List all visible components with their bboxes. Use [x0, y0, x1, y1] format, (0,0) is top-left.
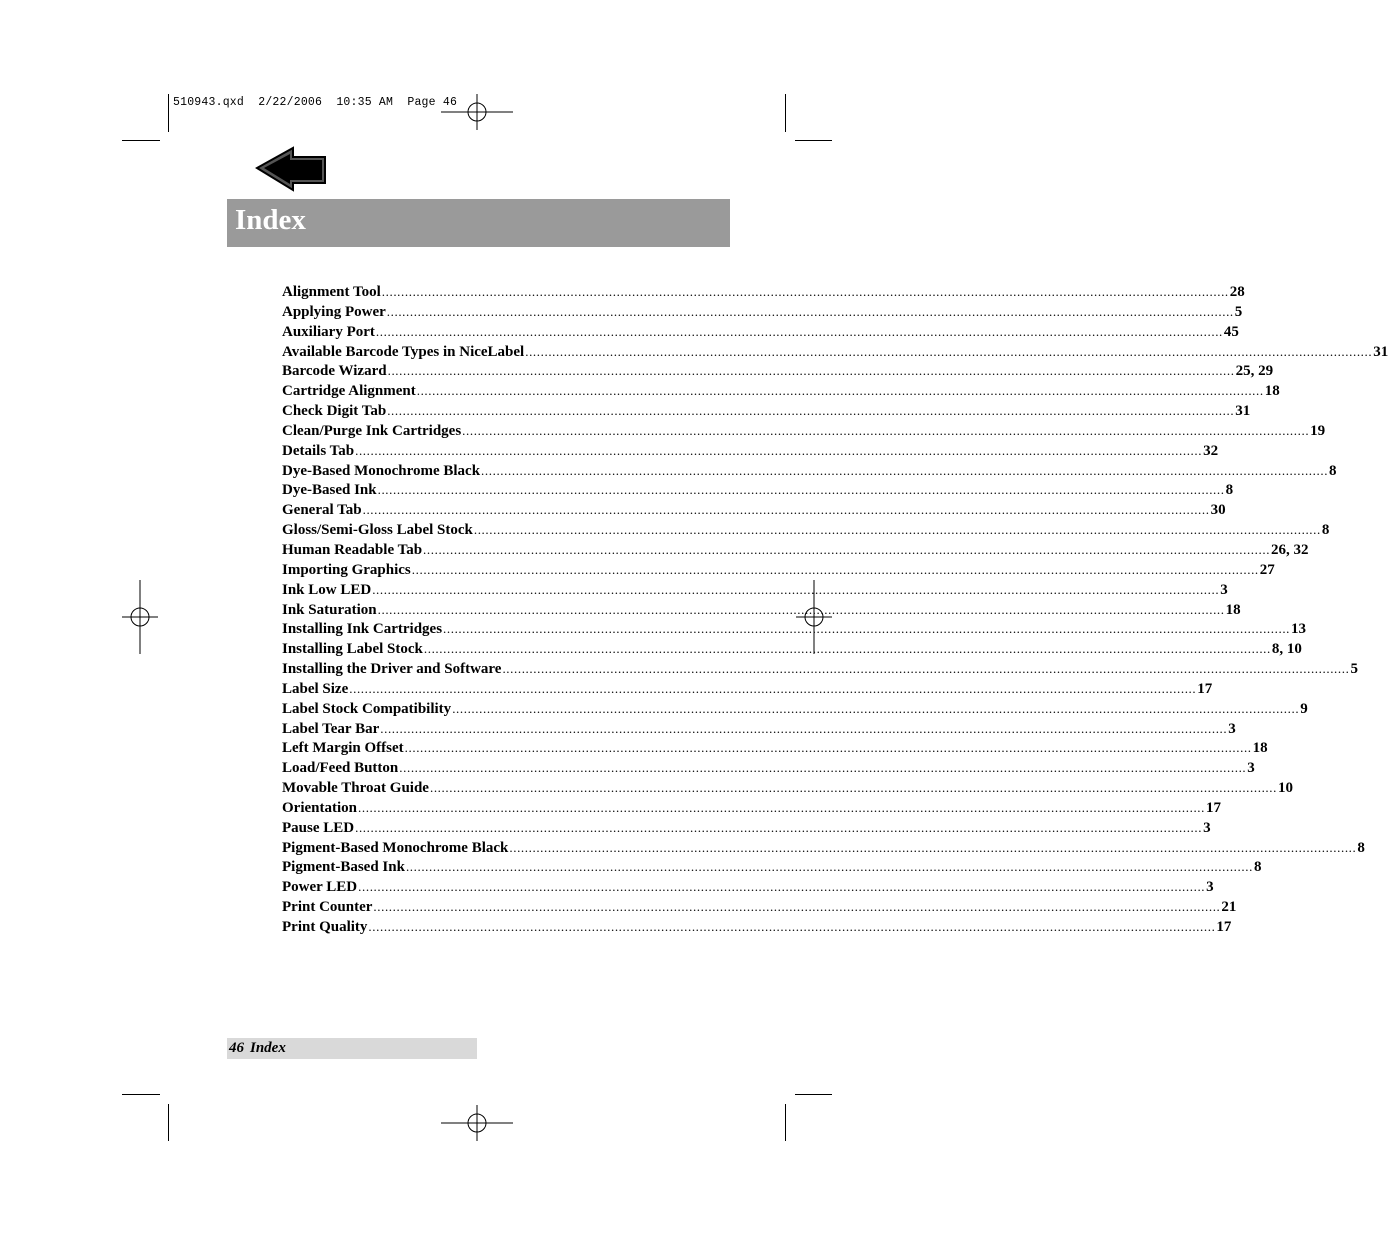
- index-page-ref[interactable]: 3: [1206, 879, 1214, 896]
- index-term: Power LED: [282, 879, 358, 896]
- index-page-ref[interactable]: 8: [1225, 482, 1234, 499]
- index-term: General Tab: [282, 502, 362, 519]
- index-page-ref[interactable]: 3: [1203, 819, 1211, 836]
- index-entry: [282, 798, 1221, 818]
- index-page-ref[interactable]: 9: [1300, 700, 1308, 717]
- index-entry: [282, 838, 1365, 858]
- crop-mark: [168, 94, 169, 132]
- index-page-ref[interactable]: 3: [1220, 581, 1228, 598]
- index-term: Ink Low LED: [282, 581, 372, 598]
- index-entry: [282, 600, 1241, 620]
- index-page-ref[interactable]: 5: [1234, 303, 1243, 320]
- index-entry: [282, 639, 1302, 659]
- footer-page-number: 46: [229, 1040, 244, 1056]
- dot-leader: ............................................................................................................................................................................................................................: [362, 502, 1210, 518]
- index-entry: [282, 699, 1308, 719]
- index-term: Label Tear Bar: [282, 720, 380, 737]
- index-term: Alignment Tool: [282, 284, 381, 300]
- index-entry: [282, 381, 1280, 401]
- dot-leader: ............................................................................................................................................................................................................................: [381, 284, 1229, 299]
- index-term: Pause LED: [282, 819, 355, 836]
- index-page-ref[interactable]: 27: [1259, 561, 1275, 578]
- index-term: Ink Saturation: [282, 601, 377, 618]
- section-banner: [227, 199, 730, 247]
- crop-mark: [785, 94, 786, 132]
- index-entry: [282, 461, 1337, 481]
- index-term: Details Tab: [282, 442, 355, 459]
- dot-leader: ............................................................................................................................................................................................................................: [423, 641, 1271, 657]
- footer-bar: [227, 1038, 477, 1059]
- dot-leader: ............................................................................................................................................................................................................................: [509, 839, 1357, 855]
- index-term: Installing the Driver and Software: [282, 661, 502, 678]
- index-page-ref[interactable]: 26, 32: [1271, 541, 1309, 558]
- dot-leader: ............................................................................................................................................................................................................................: [452, 700, 1300, 716]
- index-term: Label Size: [282, 680, 349, 697]
- index-entry: [282, 322, 1239, 342]
- index-page-ref[interactable]: 19: [1310, 422, 1326, 439]
- registration-mark-icon: [120, 578, 160, 656]
- index-term: Cartridge Alignment: [282, 383, 416, 400]
- index-term: Auxiliary Port: [282, 323, 375, 340]
- dot-leader: ............................................................................................................................................................................................................................: [387, 363, 1235, 379]
- index-entry: [282, 659, 1358, 679]
- dot-leader: ............................................................................................................................................................................................................................: [481, 462, 1329, 478]
- index-entry: [282, 877, 1214, 897]
- dot-leader: ............................................................................................................................................................................................................................: [399, 760, 1247, 776]
- dot-leader: ............................................................................................................................................................................................................................: [377, 482, 1225, 498]
- index-term: Dye-Based Ink: [282, 482, 377, 499]
- index-term: Clean/Purge Ink Cartridges: [282, 422, 462, 439]
- index-entry: [282, 500, 1226, 520]
- index-page-ref[interactable]: 21: [1221, 899, 1237, 916]
- dot-leader: ............................................................................................................................................................................................................................: [404, 740, 1252, 756]
- index-entry: [282, 342, 1388, 362]
- dot-leader: ............................................................................................................................................................................................................................: [405, 859, 1253, 875]
- index-entry: [282, 917, 1232, 937]
- index-term: Available Barcode Types in NiceLabel: [282, 343, 525, 360]
- dot-leader: ............................................................................................................................................................................................................................: [386, 303, 1234, 319]
- index-entry: [282, 540, 1309, 560]
- crop-mark: [122, 1094, 160, 1095]
- index-entry: [282, 758, 1255, 778]
- index-page-ref[interactable]: 3: [1247, 760, 1255, 777]
- registration-mark-icon: [437, 1103, 517, 1143]
- index-entry: [282, 778, 1293, 798]
- back-arrow-icon[interactable]: [254, 146, 328, 192]
- index-page-ref[interactable]: 18: [1225, 601, 1241, 618]
- index-term: Pigment-Based Monochrome Black: [282, 839, 509, 856]
- index-page-ref[interactable]: 13: [1291, 621, 1307, 638]
- index-entry: [282, 897, 1237, 917]
- registration-mark-icon: [437, 92, 517, 132]
- index-term: Human Readable Tab: [282, 541, 423, 558]
- index-list: [282, 282, 1388, 937]
- dot-leader: ............................................................................................................................................................................................................................: [416, 383, 1264, 399]
- index-term: Movable Throat Guide: [282, 780, 429, 797]
- index-term: Importing Graphics: [282, 561, 411, 578]
- crop-mark: [795, 140, 832, 141]
- dot-leader: ............................................................................................................................................................................................................................: [368, 919, 1216, 934]
- index-entry: [282, 580, 1228, 600]
- index-entry: [282, 480, 1234, 500]
- index-term: Installing Label Stock: [282, 641, 423, 658]
- index-term: Load/Feed Button: [282, 760, 399, 777]
- index-page-ref[interactable]: 18: [1264, 383, 1280, 400]
- dot-leader: ............................................................................................................................................................................................................................: [387, 403, 1235, 419]
- index-term: Applying Power: [282, 303, 386, 320]
- index-page-ref[interactable]: 8: [1253, 859, 1262, 876]
- index-page-ref[interactable]: 31: [1235, 403, 1251, 420]
- index-term: Pigment-Based Ink: [282, 859, 405, 876]
- index-page-ref[interactable]: 45: [1223, 323, 1239, 340]
- index-term: Check Digit Tab: [282, 403, 387, 420]
- index-page-ref[interactable]: 17: [1197, 680, 1213, 697]
- crop-mark: [795, 1094, 832, 1095]
- dot-leader: ............................................................................................................................................................................................................................: [473, 522, 1321, 538]
- index-page-ref[interactable]: 25, 29: [1235, 363, 1274, 380]
- index-page-ref[interactable]: 3: [1228, 720, 1236, 737]
- dot-leader: ............................................................................................................................................................................................................................: [380, 720, 1228, 736]
- index-page-ref[interactable]: 8, 10: [1271, 641, 1302, 658]
- index-page-ref[interactable]: 8: [1329, 462, 1337, 479]
- index-page-ref[interactable]: 8: [1357, 839, 1365, 856]
- crop-mark: [168, 1104, 169, 1141]
- index-entry: [282, 619, 1307, 639]
- dot-leader: ............................................................................................................................................................................................................................: [373, 899, 1221, 915]
- index-entry: [282, 302, 1243, 322]
- dot-leader: ............................................................................................................................................................................................................................: [429, 780, 1277, 796]
- dot-leader: ............................................................................................................................................................................................................................: [423, 541, 1271, 557]
- dot-leader: ............................................................................................................................................................................................................................: [375, 323, 1223, 339]
- dot-leader: ............................................................................................................................................................................................................................: [502, 661, 1350, 677]
- index-page-ref[interactable]: 17: [1206, 799, 1221, 816]
- dot-leader: ............................................................................................................................................................................................................................: [462, 422, 1310, 438]
- index-page-ref[interactable]: 31: [1373, 343, 1388, 360]
- dot-leader: ............................................................................................................................................................................................................................: [355, 819, 1203, 835]
- dot-leader: ............................................................................................................................................................................................................................: [443, 621, 1291, 637]
- dot-leader: ............................................................................................................................................................................................................................: [349, 680, 1197, 696]
- page-title: Index: [235, 204, 306, 236]
- index-page-ref[interactable]: 5: [1350, 661, 1358, 678]
- index-page-ref[interactable]: 30: [1210, 502, 1226, 519]
- index-page-ref[interactable]: 28: [1229, 284, 1245, 300]
- index-entry: [282, 421, 1326, 441]
- index-entry: [282, 857, 1262, 877]
- index-page-ref[interactable]: 8: [1321, 522, 1330, 539]
- index-term: Gloss/Semi-Gloss Label Stock: [282, 522, 473, 539]
- index-entry: [282, 818, 1211, 838]
- index-entry: [282, 282, 1245, 302]
- crop-mark: [785, 1104, 786, 1141]
- index-entry: [282, 520, 1330, 540]
- index-page-ref[interactable]: 10: [1277, 780, 1293, 797]
- dot-leader: ............................................................................................................................................................................................................................: [525, 343, 1373, 359]
- dot-leader: ............................................................................................................................................................................................................................: [358, 879, 1206, 895]
- index-term: Label Stock Compatibility: [282, 700, 452, 717]
- dot-leader: ............................................................................................................................................................................................................................: [355, 442, 1203, 458]
- index-page-ref[interactable]: 17: [1216, 919, 1232, 935]
- index-term: Left Margin Offset: [282, 740, 404, 757]
- crop-mark: [122, 140, 160, 141]
- footer-text: [229, 1038, 292, 1059]
- index-term: Barcode Wizard: [282, 363, 387, 380]
- index-term: Installing Ink Cartridges: [282, 621, 443, 638]
- footer-section: Index: [250, 1040, 286, 1056]
- index-page-ref[interactable]: 18: [1252, 740, 1268, 757]
- index-entry: [282, 441, 1219, 461]
- index-entry: [282, 738, 1268, 758]
- index-entry: [282, 401, 1251, 421]
- index-term: Orientation: [282, 799, 357, 816]
- index-entry: [282, 719, 1236, 739]
- index-term: Dye-Based Monochrome Black: [282, 462, 481, 479]
- index-term: Print Counter: [282, 899, 373, 916]
- dot-leader: ............................................................................................................................................................................................................................: [358, 799, 1205, 815]
- index-term: Print Quality: [282, 919, 368, 935]
- index-page-ref[interactable]: 32: [1203, 442, 1219, 459]
- index-entry: [282, 560, 1275, 580]
- index-entry: [282, 361, 1274, 381]
- print-slug: 510943.qxd 2/22/2006 10:35 AM Page 46: [173, 96, 458, 109]
- dot-leader: ............................................................................................................................................................................................................................: [372, 581, 1220, 597]
- dot-leader: ............................................................................................................................................................................................................................: [377, 601, 1225, 617]
- index-entry: [282, 679, 1213, 699]
- dot-leader: ............................................................................................................................................................................................................................: [411, 561, 1259, 577]
